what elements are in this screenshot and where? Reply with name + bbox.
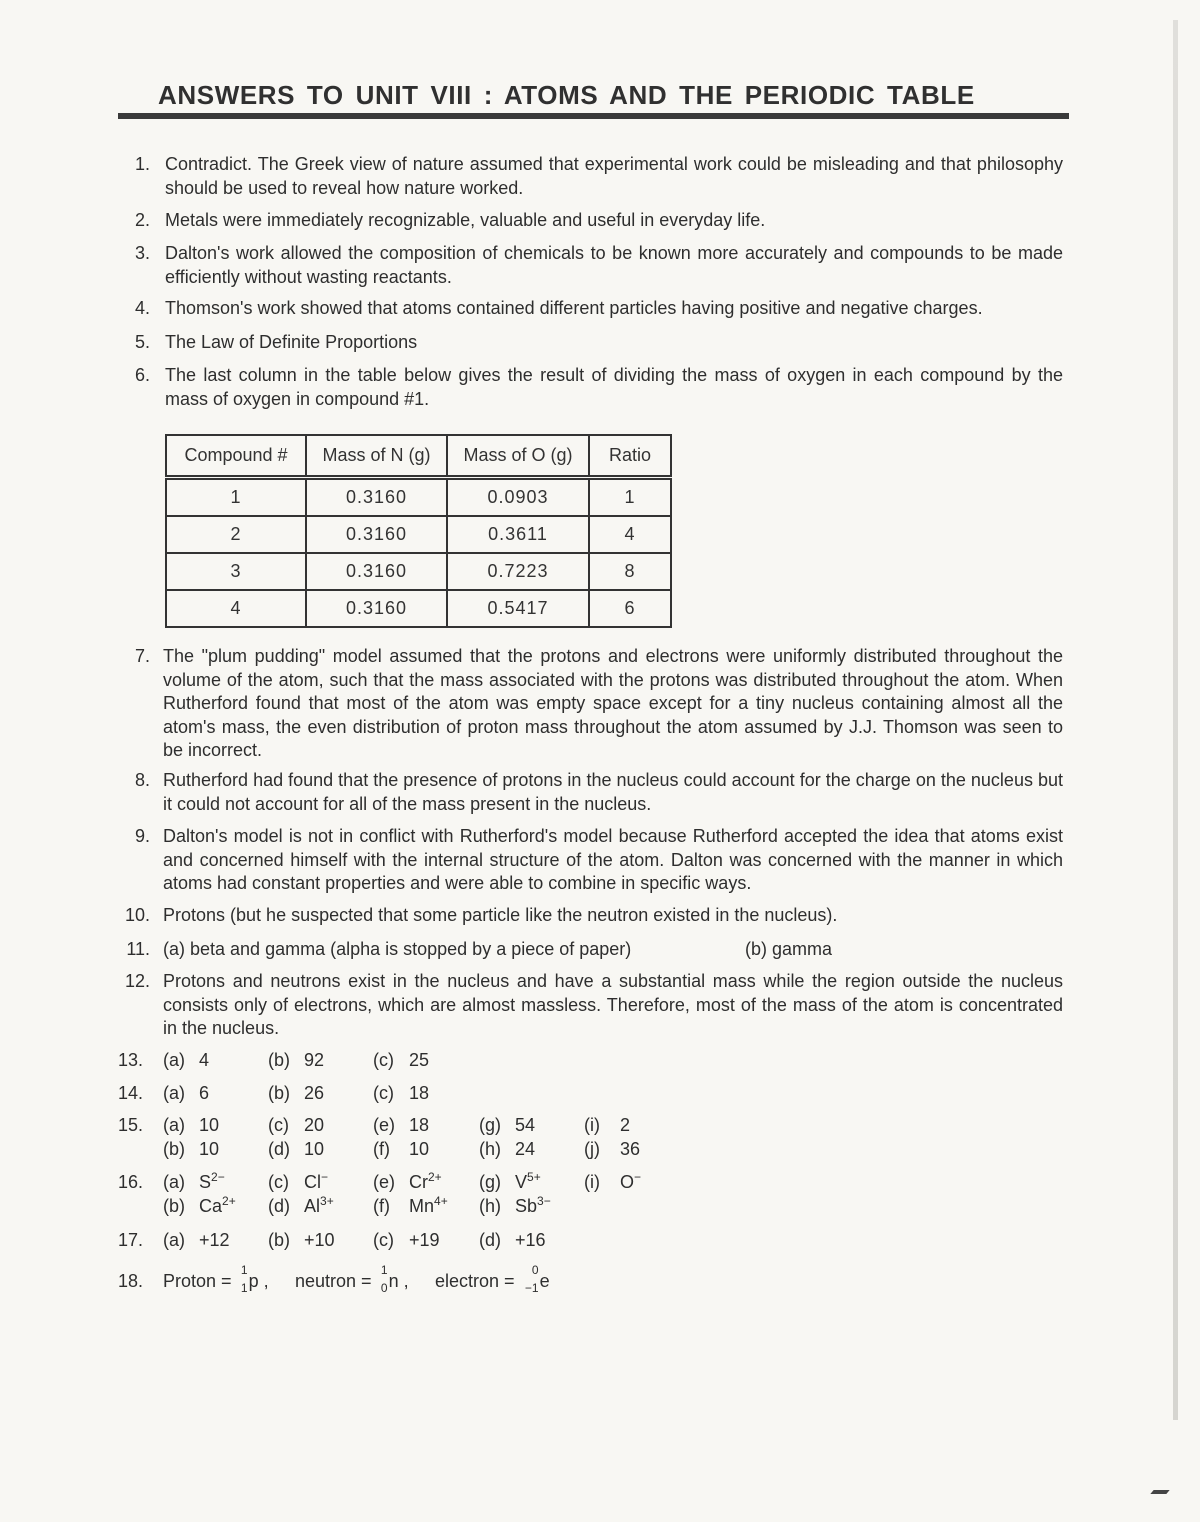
mass-number: 1 <box>380 1263 388 1277</box>
answer-number: 9. <box>134 826 150 846</box>
sub-answer-value: 25 <box>409 1050 430 1070</box>
sub-answer-value: 36 <box>620 1139 641 1159</box>
answer-number: 8. <box>134 770 150 790</box>
sub-answer <box>268 1230 335 1251</box>
sub-answer <box>584 1115 630 1136</box>
answer-12 <box>118 970 1063 1041</box>
answer-number: 7. <box>134 646 150 666</box>
sub-answer-value: +16 <box>515 1230 546 1250</box>
answer-text: The "plum pudding" model assumed that the protons and electrons were uniformly distributed throughout the volume of the atom, such that the mass associated with the protons was distributed throughout the atom. When Rutherford found that most of the atom was empty space except for a tiny nucleus containing almost all the atom's mass, the even distribution of proton mass throughout the atom assumed by J.J. Thomson was seen to be incorrect. <box>163 646 1063 760</box>
sub-answer-label: (b) <box>268 1230 290 1250</box>
sub-answer <box>268 1115 324 1136</box>
sub-answer-label: (c) <box>268 1172 289 1192</box>
answer-11b: (b) gamma <box>745 939 833 959</box>
col-header: Mass of N (g) <box>306 435 447 478</box>
charge-superscript: − <box>321 1170 329 1184</box>
answer-number: 3. <box>134 243 150 263</box>
sub-answer-value: 6 <box>199 1083 210 1103</box>
answer-number: 13. <box>118 1050 144 1070</box>
symbol: e <box>539 1271 550 1291</box>
sub-answer-value: Al <box>304 1196 321 1216</box>
compound-table <box>165 434 672 628</box>
sub-answer-value: 18 <box>409 1083 430 1103</box>
sub-answer <box>268 1083 324 1104</box>
sub-answer-label: (b) <box>163 1196 185 1216</box>
sub-answer-value: 26 <box>304 1083 325 1103</box>
sub-answer-value: +19 <box>409 1230 440 1250</box>
scan-mark <box>1150 1490 1169 1494</box>
sub-answer-label: (a) <box>163 1115 185 1135</box>
mass-number: 1 <box>240 1263 248 1277</box>
atomic-number: 0 <box>380 1281 388 1295</box>
sub-answer-label: (i) <box>584 1115 600 1135</box>
sub-answer <box>268 1050 324 1071</box>
cell: 1 <box>166 478 306 517</box>
sub-answer <box>163 1050 209 1071</box>
sub-answer <box>584 1172 641 1193</box>
sub-answer-value: +12 <box>199 1230 230 1250</box>
sub-answer-label: (a) <box>163 1050 185 1070</box>
sub-answer-label: (h) <box>479 1139 501 1159</box>
answer-number: 15. <box>118 1115 144 1135</box>
answer-text: Rutherford had found that the presence of protons in the nucleus could account for the charge on the nucleus but it could not account for all of the mass present in the nucleus. <box>163 770 1063 814</box>
title-rule <box>118 113 1069 119</box>
sub-answer-label: (b) <box>163 1139 185 1159</box>
table-row <box>166 553 671 590</box>
sub-answer <box>479 1139 535 1160</box>
sub-answer <box>373 1139 429 1160</box>
charge-superscript: 2− <box>211 1170 225 1184</box>
table-row <box>166 478 671 517</box>
answer-6 <box>118 364 1063 411</box>
sub-answer <box>163 1083 209 1104</box>
cell: 6 <box>589 590 671 627</box>
sub-answer-label: (a) <box>163 1230 185 1250</box>
cell: 0.0903 <box>447 478 589 517</box>
sub-answer-label: (f) <box>373 1139 390 1159</box>
charge-superscript: − <box>634 1170 642 1184</box>
sub-answer-label: (h) <box>479 1196 501 1216</box>
sub-answer-value: 24 <box>515 1139 536 1159</box>
sub-answer-label: (b) <box>268 1083 290 1103</box>
sub-answer <box>373 1050 429 1071</box>
proton-notation: Proton = 1 1 p , <box>163 1263 269 1295</box>
charge-superscript: 2+ <box>222 1194 236 1208</box>
cell: 1 <box>589 478 671 517</box>
answer-7 <box>118 645 1063 763</box>
answer-text: Protons and neutrons exist in the nucleus and have a substantial mass while the region outside the nucleus consists only of electrons, which are almost massless. Therefore, most of the mass of the atom is concentrated in the nucleus. <box>163 971 1063 1038</box>
answer-number: 4. <box>134 298 150 318</box>
sub-answer <box>163 1172 225 1193</box>
answer-number: 1. <box>134 154 150 174</box>
sub-answer-value: Sb <box>515 1196 538 1216</box>
sub-answer-label: (a) <box>163 1172 185 1192</box>
answer-number: 5. <box>134 332 150 352</box>
sub-answer-label: (e) <box>373 1115 395 1135</box>
cell: 3 <box>166 553 306 590</box>
col-header: Mass of O (g) <box>447 435 589 478</box>
answer-text: The Law of Definite Proportions <box>165 332 418 352</box>
sub-answer-value: Cr <box>409 1172 428 1192</box>
sub-answer <box>373 1172 442 1193</box>
sub-answer <box>479 1172 541 1193</box>
sub-answer-label: (c) <box>373 1050 394 1070</box>
electron-notation <box>435 1263 550 1295</box>
answer-text: Dalton's work allowed the composition of chemicals to be known more accurately and compounds to be made efficiently without wasting reactants. <box>165 243 1063 287</box>
sub-answer-label: (g) <box>479 1172 501 1192</box>
answer-number: 6. <box>134 365 150 385</box>
answer-4 <box>118 297 1063 321</box>
sub-answer <box>268 1172 328 1193</box>
answer-11a: (a) beta and gamma (alpha is stopped by a piece of paper) <box>163 939 632 959</box>
answer-text: Protons (but he suspected that some particle like the neutron existed in the nucleus). <box>163 905 838 925</box>
symbol: p <box>248 1271 259 1291</box>
answer-text: Thomson's work showed that atoms contained different particles having positive and negative charges. <box>165 298 983 318</box>
answer-number: 11. <box>126 939 150 959</box>
table-header-row <box>166 435 671 478</box>
charge-superscript: 2+ <box>428 1170 442 1184</box>
col-header: Ratio <box>589 435 671 478</box>
answer-2 <box>118 209 1063 233</box>
cell: 0.3160 <box>306 553 447 590</box>
sub-answer-value: +10 <box>304 1230 335 1250</box>
proton-label: Proton = <box>163 1271 232 1291</box>
cell: 0.7223 <box>447 553 589 590</box>
sub-answer-label: (c) <box>373 1230 394 1250</box>
sub-answer <box>373 1115 429 1136</box>
answer-number: 2. <box>134 210 150 230</box>
cell: 0.3160 <box>306 478 447 517</box>
cell: 2 <box>166 516 306 553</box>
sub-answer-value: 18 <box>409 1115 430 1135</box>
answer-9 <box>118 825 1063 896</box>
answer-number: 12. <box>124 971 150 991</box>
answer-10 <box>118 904 1063 928</box>
cell: 0.3611 <box>447 516 589 553</box>
sub-answer-value: S <box>199 1172 212 1192</box>
answer-8 <box>118 769 1063 816</box>
col-header: Compound # <box>166 435 306 478</box>
sub-answer <box>163 1230 230 1251</box>
answer-text: Contradict. The Greek view of nature assumed that experimental work could be misleading and that philosophy should be used to reveal how nature worked. <box>165 154 1063 198</box>
sub-answer <box>373 1196 448 1217</box>
answer-text: The last column in the table below gives the result of dividing the mass of oxygen in each compound by the mass of oxygen in compound #1. <box>165 365 1063 409</box>
sub-answer-value: 20 <box>304 1115 325 1135</box>
answer-number: 10. <box>124 905 150 925</box>
sub-answer-value: 92 <box>304 1050 325 1070</box>
sub-answer-label: (a) <box>163 1083 185 1103</box>
cell: 0.3160 <box>306 590 447 627</box>
scan-edge <box>1173 20 1178 1420</box>
cell: 0.5417 <box>447 590 589 627</box>
cell: 4 <box>589 516 671 553</box>
answer-number: 14. <box>118 1083 144 1103</box>
sub-answer-value: Ca <box>199 1196 223 1216</box>
answer-5 <box>118 331 1063 355</box>
table-row <box>166 590 671 627</box>
sub-answer-value: 10 <box>199 1115 220 1135</box>
sub-answer-label: (b) <box>268 1050 290 1070</box>
sub-answer-label: (d) <box>268 1139 290 1159</box>
sub-answer <box>163 1196 236 1217</box>
answer-3 <box>118 242 1063 289</box>
sub-answer-value: V <box>515 1172 528 1192</box>
atomic-number: −1 <box>524 1281 539 1295</box>
table-row <box>166 516 671 553</box>
sub-answer <box>373 1230 440 1251</box>
sub-answer <box>479 1196 551 1217</box>
sub-answer-value: 4 <box>199 1050 210 1070</box>
charge-superscript: 3− <box>537 1194 551 1208</box>
sub-answer-label: (e) <box>373 1172 395 1192</box>
charge-superscript: 3+ <box>320 1194 334 1208</box>
sub-answer-value: 10 <box>409 1139 430 1159</box>
sub-answer <box>479 1230 546 1251</box>
sub-answer-label: (d) <box>479 1230 501 1250</box>
sub-answer-value: 10 <box>199 1139 220 1159</box>
sub-answer-label: (g) <box>479 1115 501 1135</box>
sub-answer-value: 10 <box>304 1139 325 1159</box>
answer-text: Metals were immediately recognizable, valuable and useful in everyday life. <box>165 210 766 230</box>
sub-answer-label: (c) <box>373 1083 394 1103</box>
sub-answer-value: Cl <box>304 1172 321 1192</box>
sub-answer <box>268 1139 324 1160</box>
charge-superscript: 4+ <box>434 1194 448 1208</box>
answer-number: 16. <box>118 1172 144 1192</box>
page-title: ANSWERS TO UNIT VIII : ATOMS AND THE PERIODIC TABLE <box>158 80 975 110</box>
sub-answer <box>163 1139 219 1160</box>
electron-label: electron = <box>435 1271 515 1291</box>
sub-answer-value: O <box>620 1172 635 1192</box>
answer-1 <box>118 153 1063 200</box>
sub-answer-label: (j) <box>584 1139 600 1159</box>
cell: 0.3160 <box>306 516 447 553</box>
neutron-notation: neutron = 1 0 n , <box>295 1263 409 1295</box>
charge-superscript: 5+ <box>527 1170 541 1184</box>
sub-answer-value: Mn <box>409 1196 435 1216</box>
answer-text: Dalton's model is not in conflict with Rutherford's model because Rutherford accepted the idea that atoms exist and concerned himself with the internal structure of the atom. Dalton was concerned with the manner in which atoms had constant properties and were able to combine in specific ways. <box>163 826 1063 893</box>
answer-number: 17. <box>118 1230 144 1250</box>
sub-answer <box>268 1196 334 1217</box>
mass-number: 0 <box>531 1263 539 1277</box>
sub-answer <box>479 1115 535 1136</box>
sub-answer-value: 2 <box>620 1115 631 1135</box>
sub-answer-label: (f) <box>373 1196 390 1216</box>
atomic-number: 1 <box>240 1281 248 1295</box>
symbol: n <box>388 1271 399 1291</box>
neutron-label: neutron = <box>295 1271 372 1291</box>
sub-answer-value: 54 <box>515 1115 536 1135</box>
sub-answer-label: (c) <box>268 1115 289 1135</box>
sub-answer <box>584 1139 640 1160</box>
cell: 4 <box>166 590 306 627</box>
sub-answer-label: (d) <box>268 1196 290 1216</box>
cell: 8 <box>589 553 671 590</box>
sub-answer-label: (i) <box>584 1172 600 1192</box>
answer-number: 18. <box>118 1271 144 1291</box>
sub-answer <box>163 1115 219 1136</box>
sub-answer <box>373 1083 429 1104</box>
